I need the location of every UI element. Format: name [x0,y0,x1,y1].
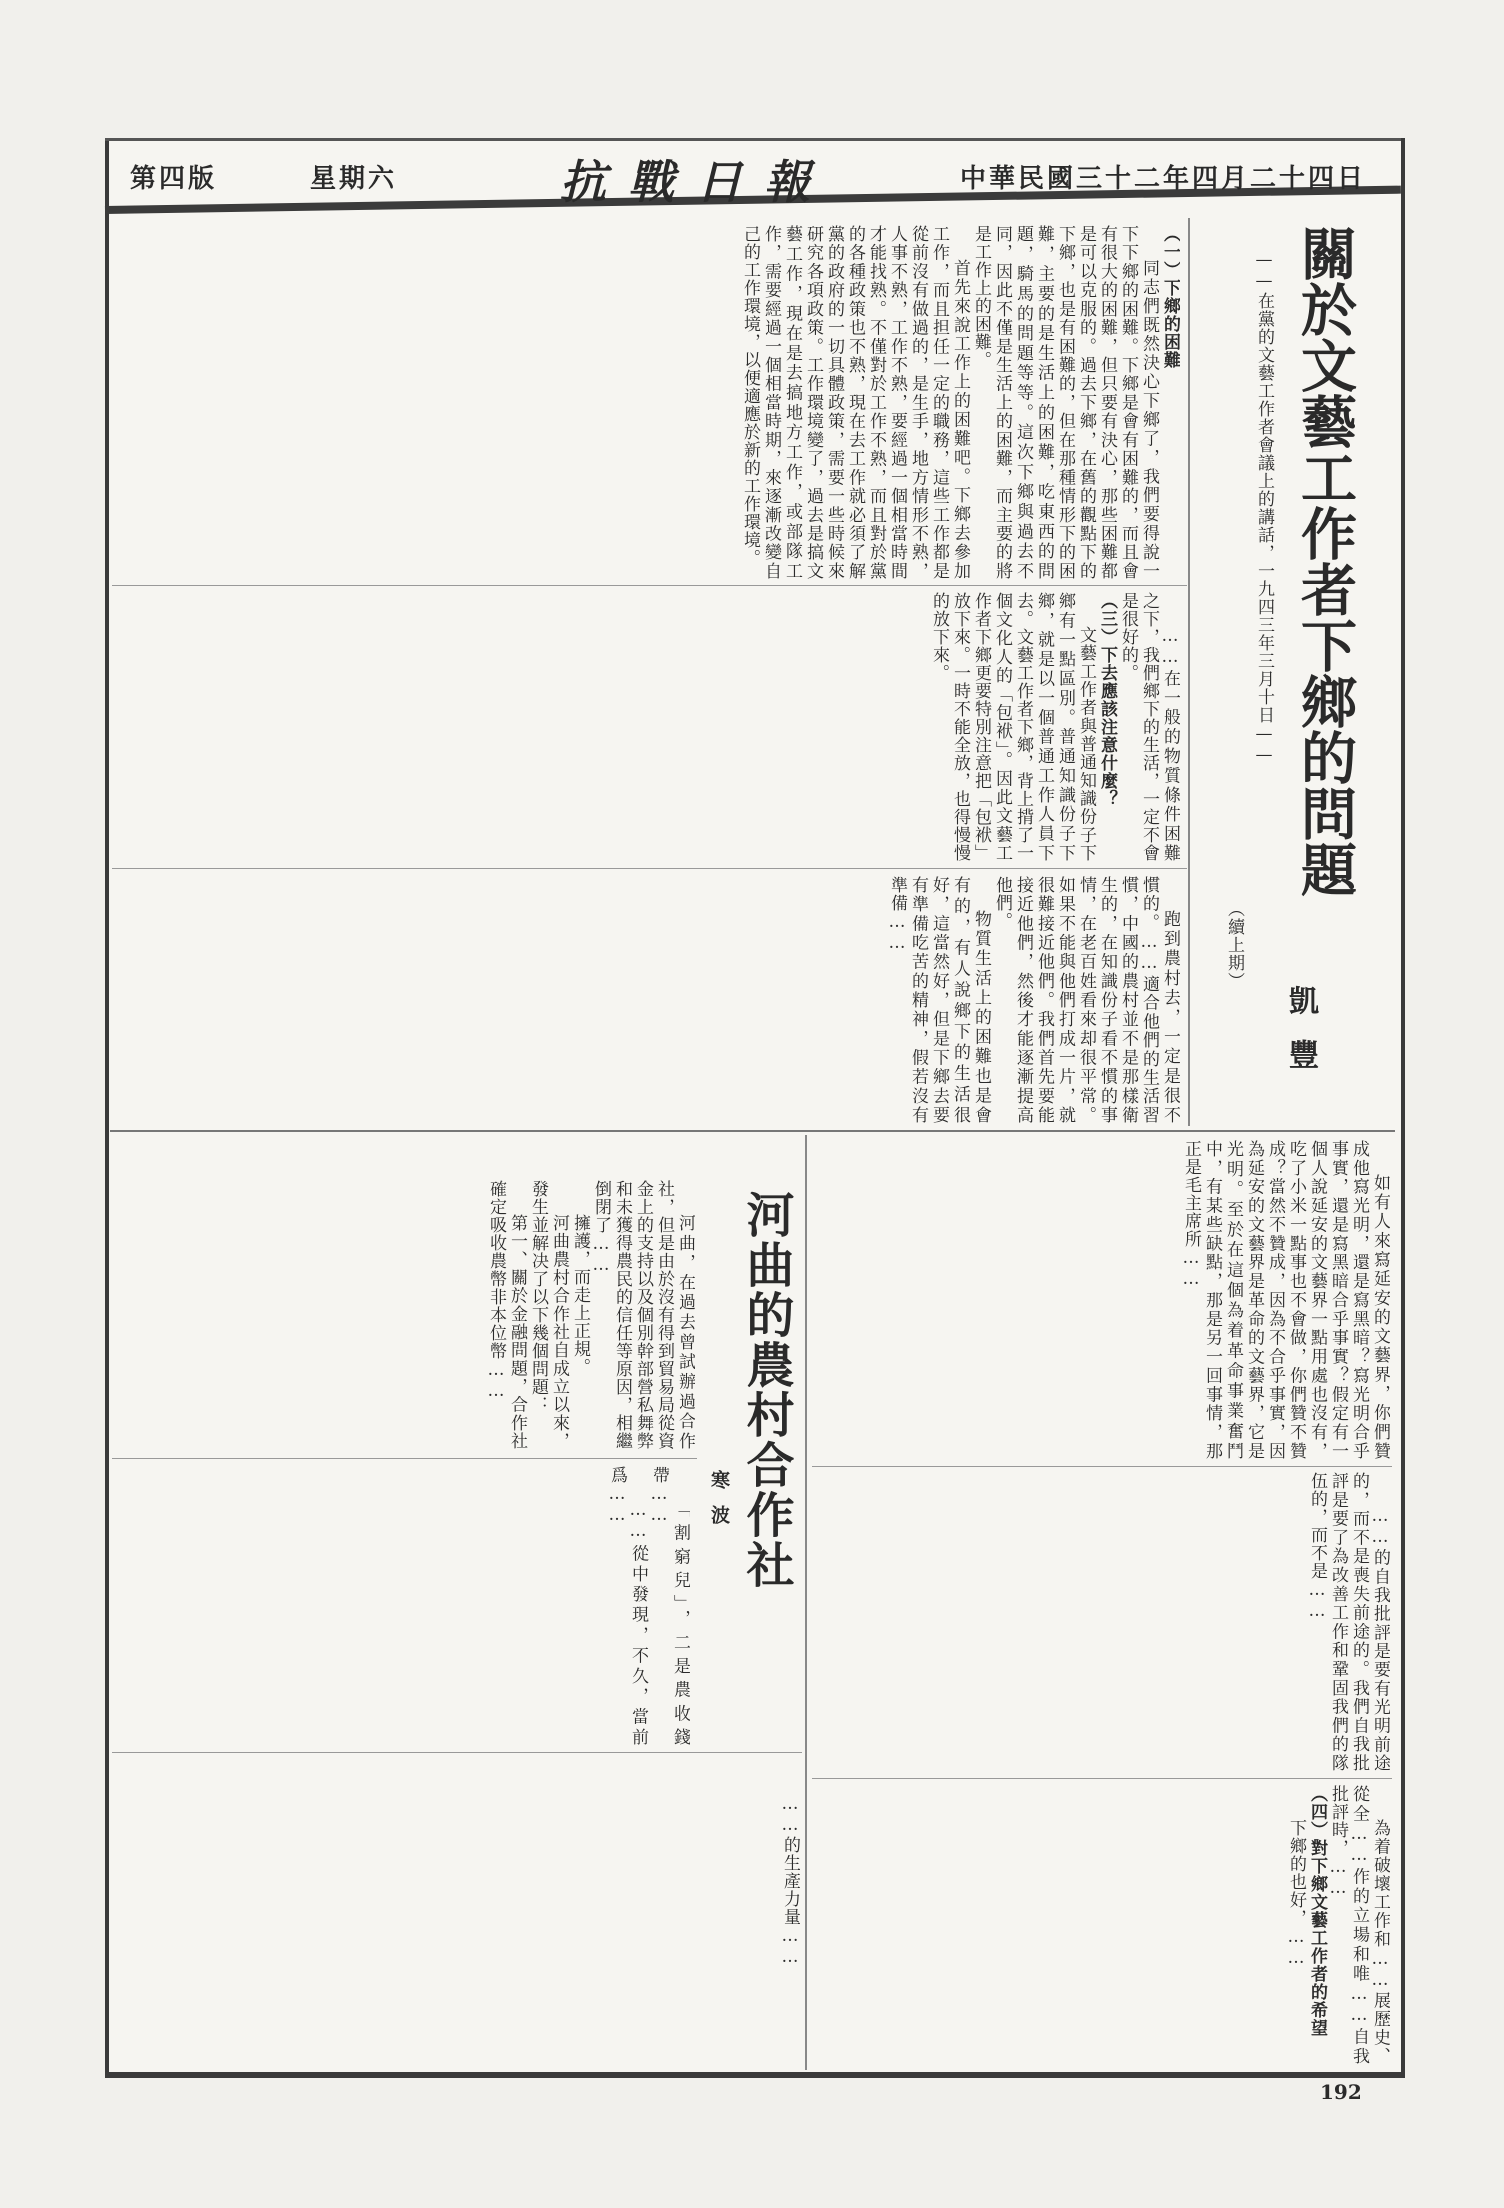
column-divider [1188,218,1190,1126]
article1-title: 關於文藝工作者下鄉的問題 [1292,225,1358,897]
paragraph: ……從中發現，不久，當前爲…… [607,1466,648,1746]
band-divider [112,585,1187,586]
band-divider [812,1778,1392,1779]
article1-band-3 [115,876,1180,1124]
paragraph: 為着破壞工作和……展歷史、從全……作的立場和唯……自我批評時，…… [1328,1785,1390,2065]
paragraph: 同志們既然決心下鄉了，我們要得說一下下鄉的困難。下鄉是會有困難的，而且會有很大的困難，但只要有決心，那些困難都是可以克服的。過去下鄉，在舊的觀點下的下鄉，也是有困難的，但在那種情形下的困難，主要的是生活上的困難，吃東西的問題，騎馬的問題等等。這次下鄉與過去不同，因此不僅是生活上的困難，而主要的將是工作上的困難。 [971,225,1159,580]
article1-author: 凱豐 [1283,985,1318,1093]
article2-title: 河曲的農村合作社 [738,1190,794,1590]
paragraph: 文藝工作者與普通知識份子下鄉有一點區別。普通知識份子下鄉，就是以一個普通工作人員下去。文藝工作者下鄉，背上揹了一個文化人的「包袱」。因此文藝工作者下鄉更要特別注意把「包袱」放下來。一時不能全放，也得慢慢的放下來。 [929,592,1096,862]
article1-band-1 [115,225,1180,580]
article1-cont-band-3 [815,1785,1390,2065]
issue-date: 中華民國三十二年四月二十四日 [960,164,1367,194]
band-divider [812,1466,1392,1467]
section-heading: （三）下去應該注意什麼？ [1097,592,1117,808]
weekday: 星期六 [310,164,398,194]
band-divider [112,1458,697,1459]
article1-subtitle: ——在黨的文藝工作者會議上的講話，一九四三年三月十日—— [1254,250,1274,766]
section-heading: （四）對下鄉文藝工作者的希望 [1307,1785,1327,2037]
article2-band-2 [115,1466,690,1746]
paragraph: 河曲農村合作社自成立以來，發生並解决了以下幾個問題： [528,1180,569,1450]
column-divider [805,1135,807,2070]
paragraph: 物質生活上的困難也是會有的，有人說鄉下的生活很好，這當然好，但是下鄉去要有準備吃苦的精神，假若沒有準備…… [887,876,991,1124]
paragraph: ……在一般的物質條件困難之下，我們鄉下的生活，一定不會是很好的。 [1118,592,1180,862]
bottom-rule [105,2072,1401,2078]
article2-band-1 [115,1180,695,1450]
band-divider [112,868,1187,869]
band-divider [112,1752,802,1753]
paragraph: ……的自我批評是要有光明前途的，而不是喪失前途的。我們自我批評是要了為改善工作和鞏固我們的隊伍的，而不是…… [1307,1472,1390,1772]
masthead: 抗戰日報 [560,155,832,209]
paragraph: 下鄉的也好，…… [1286,1819,1306,1969]
edition: 第四版 [130,164,218,194]
page-number: 192 [1320,2080,1362,2104]
paragraph: 第一、關於金融問題，合作社確定吸收農幣非本位幣…… [486,1180,527,1450]
paragraph: 跑到農村去，一定是很不慣的。……適合他們的生活習慣，中國的農村並不是那樣衛生的，在知識份子看不慣的事情，在老百姓看來却很平常。如果不能與他們打成一片，就很難接近他們。我們首先要能接近他們，然後才能逐漸提高他們。 [992,876,1180,1124]
section-heading: （一）下鄉的困難 [1160,225,1180,369]
paragraph: 河曲，在過去曾試辦過合作社，但是由於沒有得到貿易局從資金上的支持以及個別幹部營私舞弊和未獲得農民的信任等原因，相繼倒閉了…… [591,1180,695,1450]
middle-rule [110,1130,1395,1132]
paragraph: 擁護，而走上正規。 [570,1214,590,1376]
paragraph: 首先來說工作上的困難吧。下鄉去參加工作，而且担任一定的職務，這些工作都是從前沒有做過的，是生手，地方情形不熟，人事不熟，工作不熟，要經過一個相當時間才能找熟。不僅對於工作不熟，而且對於黨的各種政策也不熟，現在去工作就必須了解黨的政府的一切具體政策，需要一些時候來研究各項政策。工作環境變了，過去是搞文藝工作，現在是去搞地方工作，或部隊工作，需要經過一個相當時期，來逐漸改變自己的工作環境，以便適應於新的工作環境。 [740,225,970,580]
article1-cont-band-2 [815,1472,1390,1772]
article2-author: 寒波 [708,1470,730,1540]
continued-note: （續上期） [1224,900,1244,990]
article1-cont-band-1 [815,1140,1390,1460]
article2-band-3 [115,1760,800,2065]
top-rule [105,138,1401,141]
article1-band-2 [115,592,1180,862]
paragraph: 「割窮兒」，二是農收錢帶…… [649,1466,690,1746]
paragraph: 如有人來寫延安的文藝界，你們贊成他寫光明，還是寫黑暗？寫光明合乎事實，還是寫黑暗合乎事實？假定有一個人說延安的文藝界一點用處也沒有，吃了小米一點事也不會做，你們贊不贊成？當然不贊成，因為不合乎事實，因為延安的文藝界是革命的文藝界，它是光明。至於在這個為着革命事業奮鬥中，有某些缺點，那是另一回事情，那正是毛主席所…… [1181,1140,1390,1460]
paragraph: ……的生產力量…… [780,1794,800,1968]
